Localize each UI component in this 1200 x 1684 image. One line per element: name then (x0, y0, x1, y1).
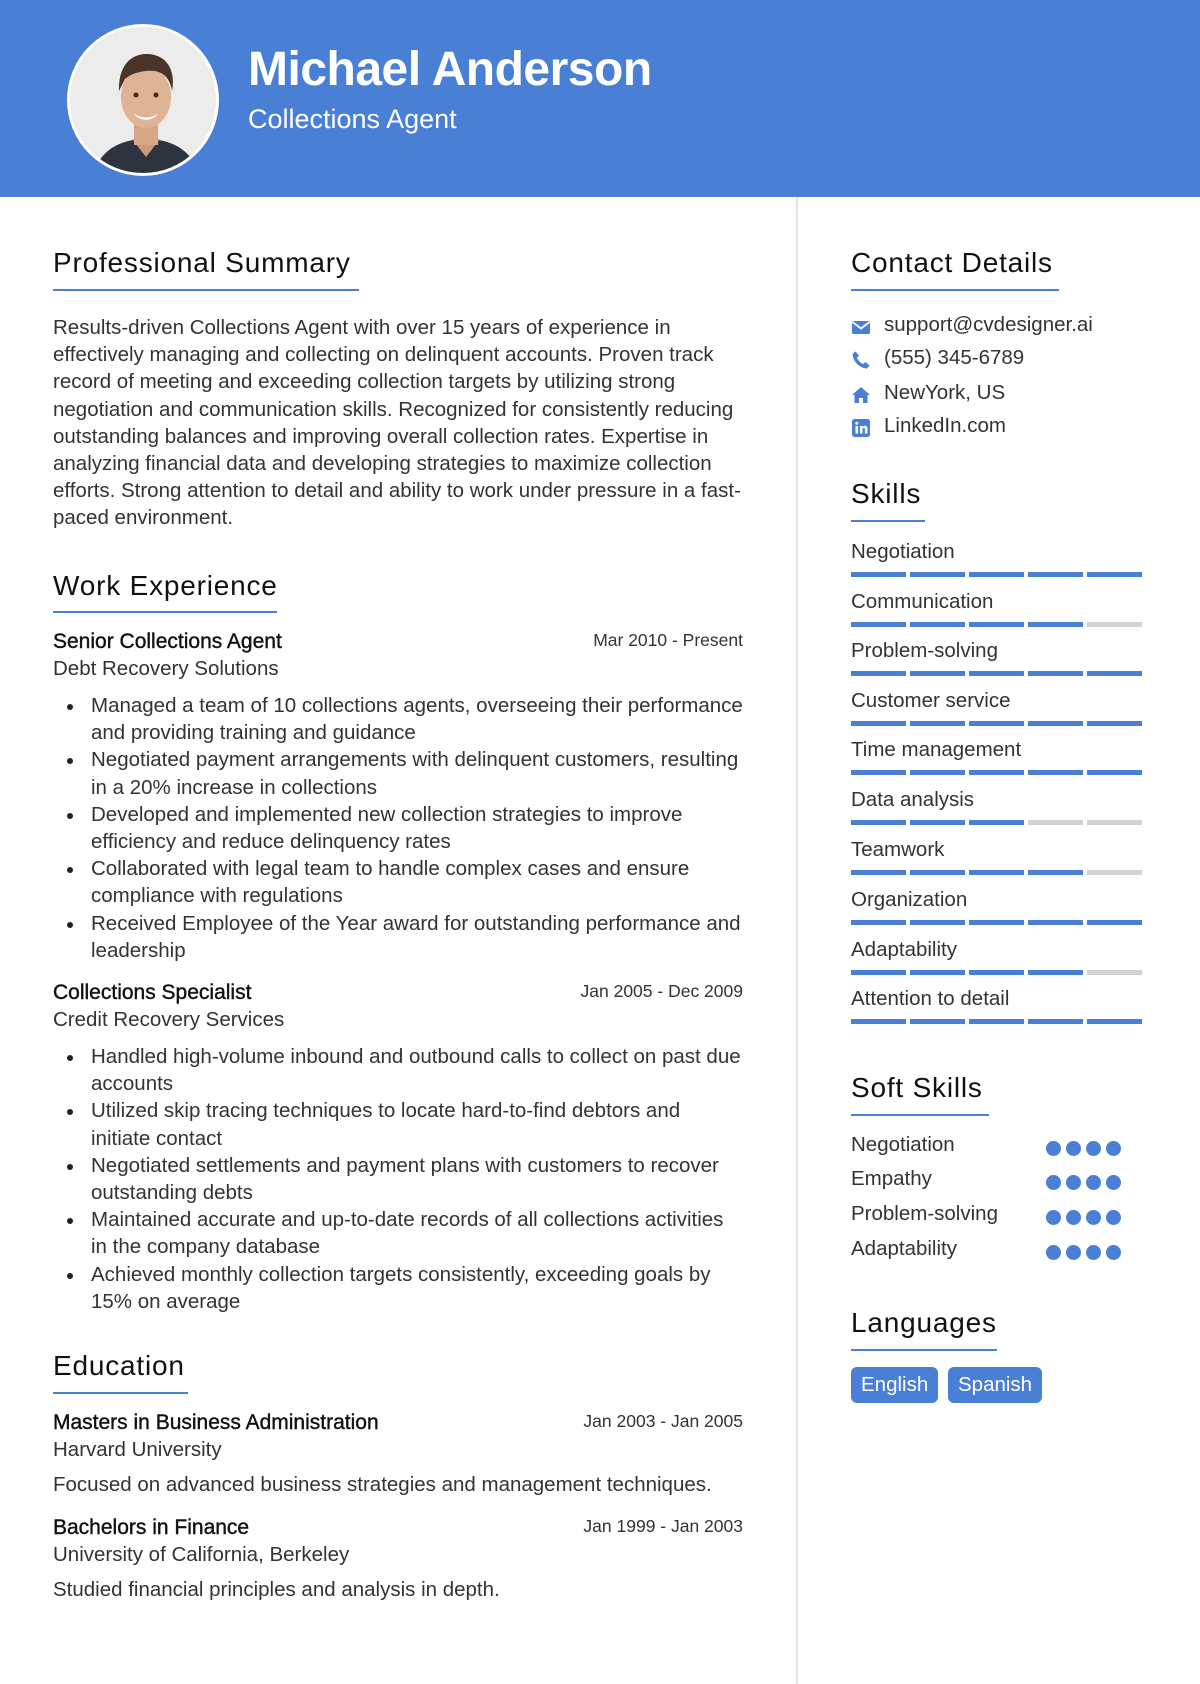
skill-name: Adaptability (851, 938, 957, 961)
list-item: Collaborated with legal team to handle complex cases and ensure compliance with regulations (53, 855, 743, 909)
job-company: Credit Recovery Services (53, 1008, 285, 1031)
skill-level-segment (969, 1019, 1024, 1024)
skill-row (851, 639, 1151, 689)
skill-name: Problem-solving (851, 639, 998, 662)
header-banner (0, 0, 1200, 197)
skill-row (851, 689, 1151, 739)
skill-level-segment (851, 721, 906, 726)
language-tag-english: English (851, 1367, 938, 1403)
skill-level-segment (1028, 970, 1083, 975)
experience-heading-underline (53, 611, 277, 613)
summary-heading-underline (53, 289, 359, 291)
skill-level-segment (1087, 920, 1142, 925)
list-item: Maintained accurate and up-to-date records of all collections activities in the company database (53, 1206, 743, 1260)
skill-level-segment (969, 671, 1024, 676)
skill-name: Negotiation (851, 540, 955, 563)
education-description: Focused on advanced business strategies and management techniques. (53, 1473, 712, 1496)
skill-level-bar (851, 622, 1147, 627)
contact-heading: Contact Details (851, 247, 1053, 278)
skill-level-segment (851, 572, 906, 577)
skill-level-bar (851, 770, 1147, 775)
skill-level-segment (1028, 820, 1083, 825)
profile-photo (70, 27, 219, 176)
skill-level-segment (851, 870, 906, 875)
skill-level-bar (851, 572, 1147, 577)
skill-level-segment (851, 970, 906, 975)
list-item: Developed and implemented new collection strategies to improve efficiency and reduce delinquency rates (53, 801, 743, 855)
job-entry (53, 981, 743, 1321)
skill-level-segment (910, 1019, 965, 1024)
education-dates: Jan 1999 - Jan 2003 (583, 1516, 743, 1536)
rating-dot (1066, 1141, 1081, 1156)
skill-level-segment (1028, 770, 1083, 775)
languages-heading: Languages (851, 1307, 997, 1338)
skill-level-segment (1028, 920, 1083, 925)
skill-level-segment (851, 622, 906, 627)
degree-title: Bachelors in Finance (53, 1516, 250, 1539)
skill-row (851, 788, 1151, 838)
skill-level-segment (910, 970, 965, 975)
skill-row (851, 738, 1151, 788)
list-item: Negotiated settlements and payment plans with customers to recover outstanding debts (53, 1152, 743, 1206)
education-heading-underline (53, 1392, 188, 1394)
contact-heading-underline (851, 289, 1059, 291)
skill-level-segment (910, 820, 965, 825)
job-bullets (53, 692, 743, 964)
education-heading: Education (53, 1350, 185, 1381)
skill-name: Data analysis (851, 788, 975, 811)
skill-name: Time management (851, 738, 1022, 761)
soft-skill-row (851, 1133, 1151, 1163)
skill-level-segment (1087, 870, 1142, 875)
skill-level-segment (1028, 622, 1083, 627)
contact-linkedin-text[interactable]: LinkedIn.com (884, 414, 1006, 437)
skill-level-segment (969, 870, 1024, 875)
skill-level-segment (910, 671, 965, 676)
contact-phone-text[interactable]: (555) 345-6789 (884, 346, 1025, 369)
list-item: Achieved monthly collection targets consistently, exceeding goals by 15% on average (53, 1261, 743, 1315)
skill-level-segment (1087, 721, 1142, 726)
home-icon (851, 385, 871, 405)
skill-level-segment (910, 770, 965, 775)
soft-skill-row (851, 1167, 1151, 1197)
contact-location-text: NewYork, US (884, 381, 1006, 404)
rating-dot (1066, 1245, 1081, 1260)
skill-level-segment (969, 770, 1024, 775)
skill-level-segment (969, 970, 1024, 975)
contact-phone (851, 346, 1161, 374)
skill-level-segment (851, 671, 906, 676)
rating-dot (1086, 1141, 1101, 1156)
skill-level-segment (1087, 1019, 1142, 1024)
contact-linkedin (851, 414, 1161, 442)
soft-skill-row (851, 1237, 1151, 1267)
rating-dot (1066, 1210, 1081, 1225)
rating-dot (1046, 1175, 1061, 1190)
rating-dot (1106, 1210, 1121, 1225)
education-dates: Jan 2003 - Jan 2005 (583, 1411, 743, 1431)
avatar (67, 24, 219, 176)
language-tag-spanish: Spanish (948, 1367, 1042, 1403)
rating-dot (1106, 1141, 1121, 1156)
summary-heading: Professional Summary (53, 247, 351, 278)
skill-row (851, 888, 1151, 938)
list-item: Received Employee of the Year award for outstanding performance and leadership (53, 910, 743, 964)
skill-level-bar (851, 870, 1147, 875)
rating-dot (1086, 1210, 1101, 1225)
soft-skill-name: Adaptability (851, 1237, 957, 1260)
job-bullets (53, 1043, 743, 1315)
soft-skills-heading: Soft Skills (851, 1072, 983, 1103)
skill-level-bar (851, 671, 1147, 676)
job-dates: Jan 2005 - Dec 2009 (580, 981, 743, 1001)
envelope-icon (851, 317, 871, 337)
skill-level-segment (1087, 572, 1142, 577)
skill-level-segment (969, 572, 1024, 577)
skill-name: Customer service (851, 689, 1011, 712)
list-item: Utilized skip tracing techniques to locate hard-to-find debtors and initiate contact (53, 1097, 743, 1151)
candidate-name: Michael Anderson (248, 43, 652, 96)
rating-dot (1086, 1175, 1101, 1190)
skill-level-segment (910, 572, 965, 577)
languages-heading-underline (851, 1349, 997, 1351)
soft-skill-name: Empathy (851, 1167, 932, 1190)
skill-level-segment (910, 622, 965, 627)
job-role: Collections Specialist (53, 981, 252, 1004)
skill-level-segment (1028, 671, 1083, 676)
skill-level-segment (969, 721, 1024, 726)
degree-title: Masters in Business Administration (53, 1411, 379, 1434)
job-dates: Mar 2010 - Present (593, 630, 743, 650)
skill-level-segment (1028, 1019, 1083, 1024)
skill-level-segment (1087, 622, 1142, 627)
skill-level-segment (851, 1019, 906, 1024)
job-entry (53, 630, 743, 970)
rating-dot (1106, 1175, 1121, 1190)
skill-level-segment (1028, 870, 1083, 875)
school-name: Harvard University (53, 1438, 222, 1461)
skill-name: Organization (851, 888, 968, 911)
skill-level-bar (851, 721, 1147, 726)
contact-email-text[interactable]: support@cvdesigner.ai (884, 313, 1093, 336)
contact-email (851, 313, 1161, 341)
skill-level-segment (969, 920, 1024, 925)
rating-dot (1106, 1245, 1121, 1260)
skill-row (851, 838, 1151, 888)
skill-name: Communication (851, 590, 994, 613)
skill-level-segment (1087, 770, 1142, 775)
skills-heading: Skills (851, 478, 922, 509)
skill-row (851, 938, 1151, 988)
skill-level-segment (1087, 671, 1142, 676)
soft-skill-name: Negotiation (851, 1133, 955, 1156)
rating-dot (1046, 1245, 1061, 1260)
skill-name: Attention to detail (851, 987, 1010, 1010)
skill-level-segment (910, 870, 965, 875)
skill-level-segment (851, 820, 906, 825)
summary-text: Results-driven Collections Agent with over 15 years of experience in effectively managing and collecting on delinquent accounts. Proven track record of meeting and exceeding collection targets by utilizing strong negotiation and communication skills. Recognized for consistently reducing outstanding balances and improving overall collection rates. Expertise in analyzing financial data and developing strategies to maximize collection efforts. Strong attention to detail and ability to work under pressure in a fast-paced environment. (53, 316, 741, 530)
skill-level-segment (1028, 721, 1083, 726)
list-item: Managed a team of 10 collections agents, overseeing their performance and providing training and guidance (53, 692, 743, 746)
skill-level-segment (851, 920, 906, 925)
column-divider (796, 197, 798, 1684)
skill-level-bar (851, 820, 1147, 825)
skill-name: Teamwork (851, 838, 945, 861)
skill-row (851, 590, 1151, 640)
skill-level-bar (851, 970, 1147, 975)
candidate-title: Collections Agent (248, 104, 457, 134)
job-role: Senior Collections Agent (53, 630, 282, 653)
experience-heading: Work Experience (53, 570, 278, 601)
skill-level-segment (851, 770, 906, 775)
rating-dot (1046, 1210, 1061, 1225)
skill-level-segment (1087, 970, 1142, 975)
education-entry (53, 1516, 743, 1611)
skill-level-segment (1087, 820, 1142, 825)
education-entry (53, 1411, 743, 1506)
skill-row (851, 540, 1151, 590)
education-description: Studied financial principles and analysis in depth. (53, 1578, 500, 1601)
job-company: Debt Recovery Solutions (53, 657, 279, 680)
skill-level-segment (969, 820, 1024, 825)
school-name: University of California, Berkeley (53, 1543, 350, 1566)
soft-skill-row (851, 1202, 1151, 1232)
skill-level-segment (910, 721, 965, 726)
skill-level-segment (969, 622, 1024, 627)
skills-heading-underline (851, 520, 925, 522)
rating-dot (1066, 1175, 1081, 1190)
linkedin-icon (851, 418, 871, 438)
list-item: Negotiated payment arrangements with delinquent customers, resulting in a 20% increase in collections (53, 746, 743, 800)
soft-skill-name: Problem-solving (851, 1202, 998, 1225)
skill-level-segment (1028, 572, 1083, 577)
soft-skills-heading-underline (851, 1114, 989, 1116)
list-item: Handled high-volume inbound and outbound calls to collect on past due accounts (53, 1043, 743, 1097)
rating-dot (1086, 1245, 1101, 1260)
contact-location (851, 381, 1161, 409)
skill-level-segment (910, 920, 965, 925)
skill-row (851, 987, 1151, 1037)
rating-dot (1046, 1141, 1061, 1156)
phone-icon (851, 350, 871, 370)
skill-level-bar (851, 1019, 1147, 1024)
skill-level-bar (851, 920, 1147, 925)
